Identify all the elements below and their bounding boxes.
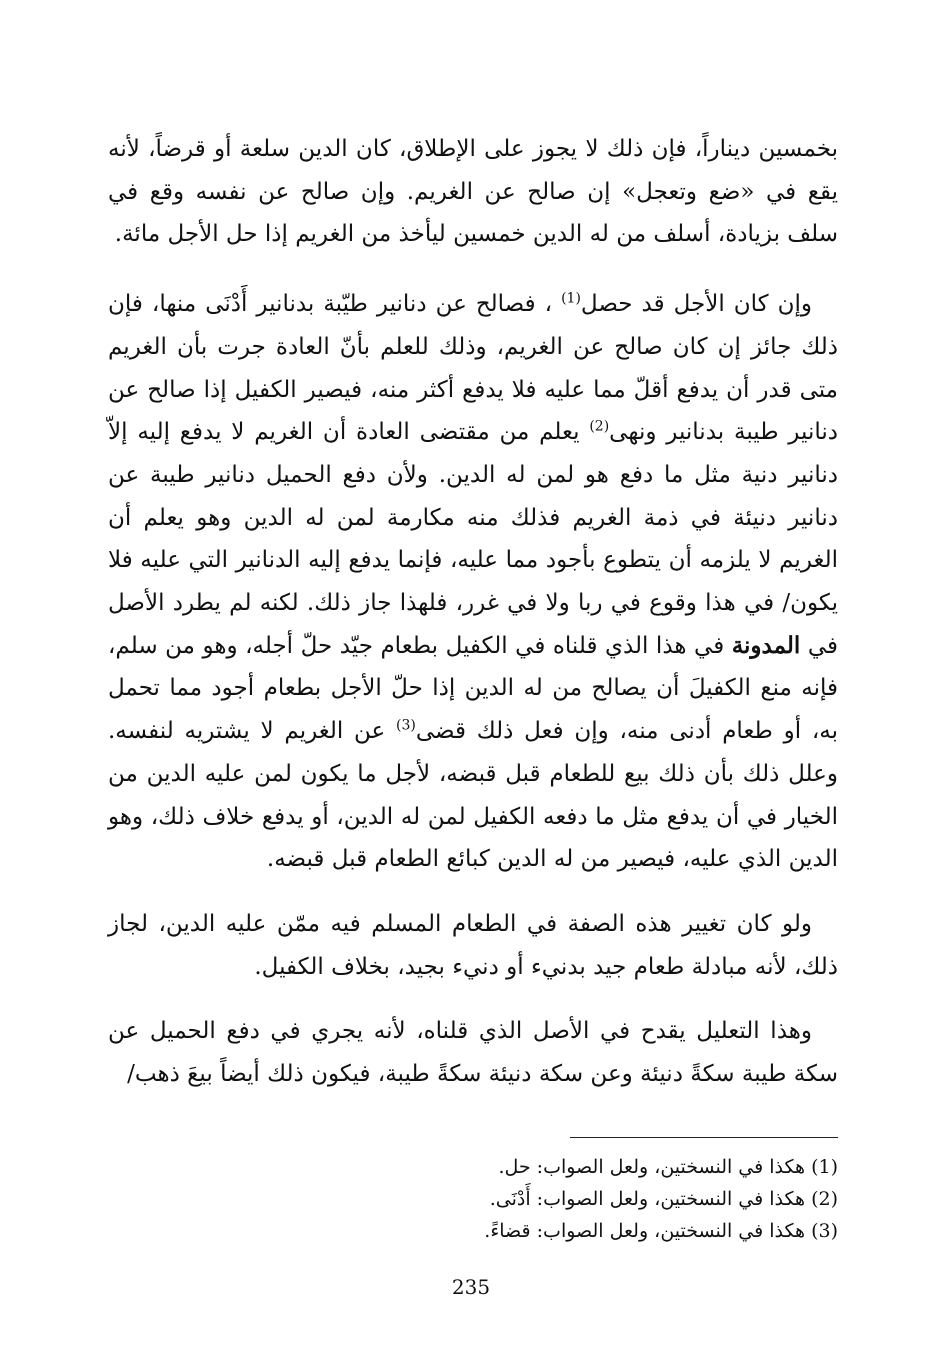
- footnote-ref-3[interactable]: (3): [396, 717, 416, 734]
- footnote-2: (2) هكذا في النسختين، ولعل الصواب: أَدْنَى.: [489, 1188, 838, 1210]
- footnote-ref-1[interactable]: (1): [561, 290, 581, 307]
- paragraph-2: [108, 283, 838, 881]
- paragraph-3: ولو كان تغيير هذه الصفة في الطعام المسلم فيه ممّن عليه الدين، لجاز ذلك، لأنه مبادلة طعام جيد بدنيء أو دنيء بجيد، بخلاف الكفيل.: [108, 910, 838, 980]
- paragraph-2-part-a: وإن كان الأجل قد حصل: [580, 291, 812, 318]
- paragraph-2-part-d: في هذا الذي قلناه في الكفيل بطعام جيّد حلّ أجله، وهو من سلم، فإنه منع الكفيلَ أن يصالح من له الدين إذا حلّ الأجل بطعام أجود مما تحمل به، أو طعام أدنى منه، وإن فعل ذلك قضى: [108, 632, 838, 745]
- footnote-3: (3) هكذا في النسختين، ولعل الصواب: قضاءً.: [484, 1220, 838, 1242]
- paragraph-1: بخمسين ديناراً، فإن ذلك لا يجوز على الإطلاق، كان الدين سلعة أو قرضاً، لأنه يقع في «ضع وتعجل» إن صالح عن الغريم. وإن صالح عن نفسه وقع في سلف بزيادة، أسلف من له الدين خمسين ليأخذ من الغريم إذا حل الأجل مائة.: [108, 136, 838, 248]
- main-text: [108, 128, 838, 1096]
- page-number: 235: [451, 1275, 491, 1299]
- footnote-ref-2[interactable]: (2): [589, 418, 610, 435]
- paragraph-2-part-c: يعلم من مقتضى العادة أن الغريم لا يدفع إليه إلاّ دنانير دنية مثل ما دفع هو لمن له الدين. ولأن دفع الحميل دنانير طيبة عن دنانير دنيئة في ذمة الغريم فذلك منه مكارمة لمن له الدين وهو يعلم أن الغريم لا يلزمه أن يتطوع بأجود مما عليه، فإنما يدفع إليه الدنانير التي عليه فلا يكون/ في هذا وقوع في ربا ولا في غرر، فلهذا جاز ذلك. لكنه لم يطرد الأصل في: [108, 419, 838, 659]
- paragraph-4: وهذا التعليل يقدح في الأصل الذي قلناه، لأنه يجري في دفع الحميل عن سكة طيبة سكةً دنيئة وعن سكة دنيئة سكةً طيبة، فيكون ذلك أيضاً بيعَ ذهب/: [108, 1018, 838, 1088]
- footnote-divider: [570, 1137, 838, 1138]
- book-title-mudawwana: المدونة: [731, 631, 801, 659]
- footnotes: [108, 1151, 838, 1247]
- footnote-1: (1) هكذا في النسختين، ولعل الصواب: حل.: [498, 1156, 838, 1178]
- paragraph-2-part-e: عن الغريم لا يشتريه لنفسه. وعلل ذلك بأن ذلك بيع للطعام قبل قبضه، لأجل ما يكون لمن عليه الدين من الخيار في أن يدفع مثل ما دفعه الكفيل لمن له الدين، أو يدفع خلاف ذلك، وهو الدين الذي عليه، فيصير من له الدين كبائع الطعام قبل قبضه.: [108, 718, 838, 873]
- paragraph-2-part-b: ، فصالح عن دنانير طيّبة بدنانير أَدْنَى منها، فإن ذلك جائز إن كان صالح عن الغريم، وذلك للعلم بأنّ العادة جرت بأن الغريم متى قدر أن يدفع أقلّ مما عليه فلا يدفع أكثر منه، فيصير الكفيل إذا صالح عن دنانير طيبة بدنانير ونهى: [108, 291, 838, 446]
